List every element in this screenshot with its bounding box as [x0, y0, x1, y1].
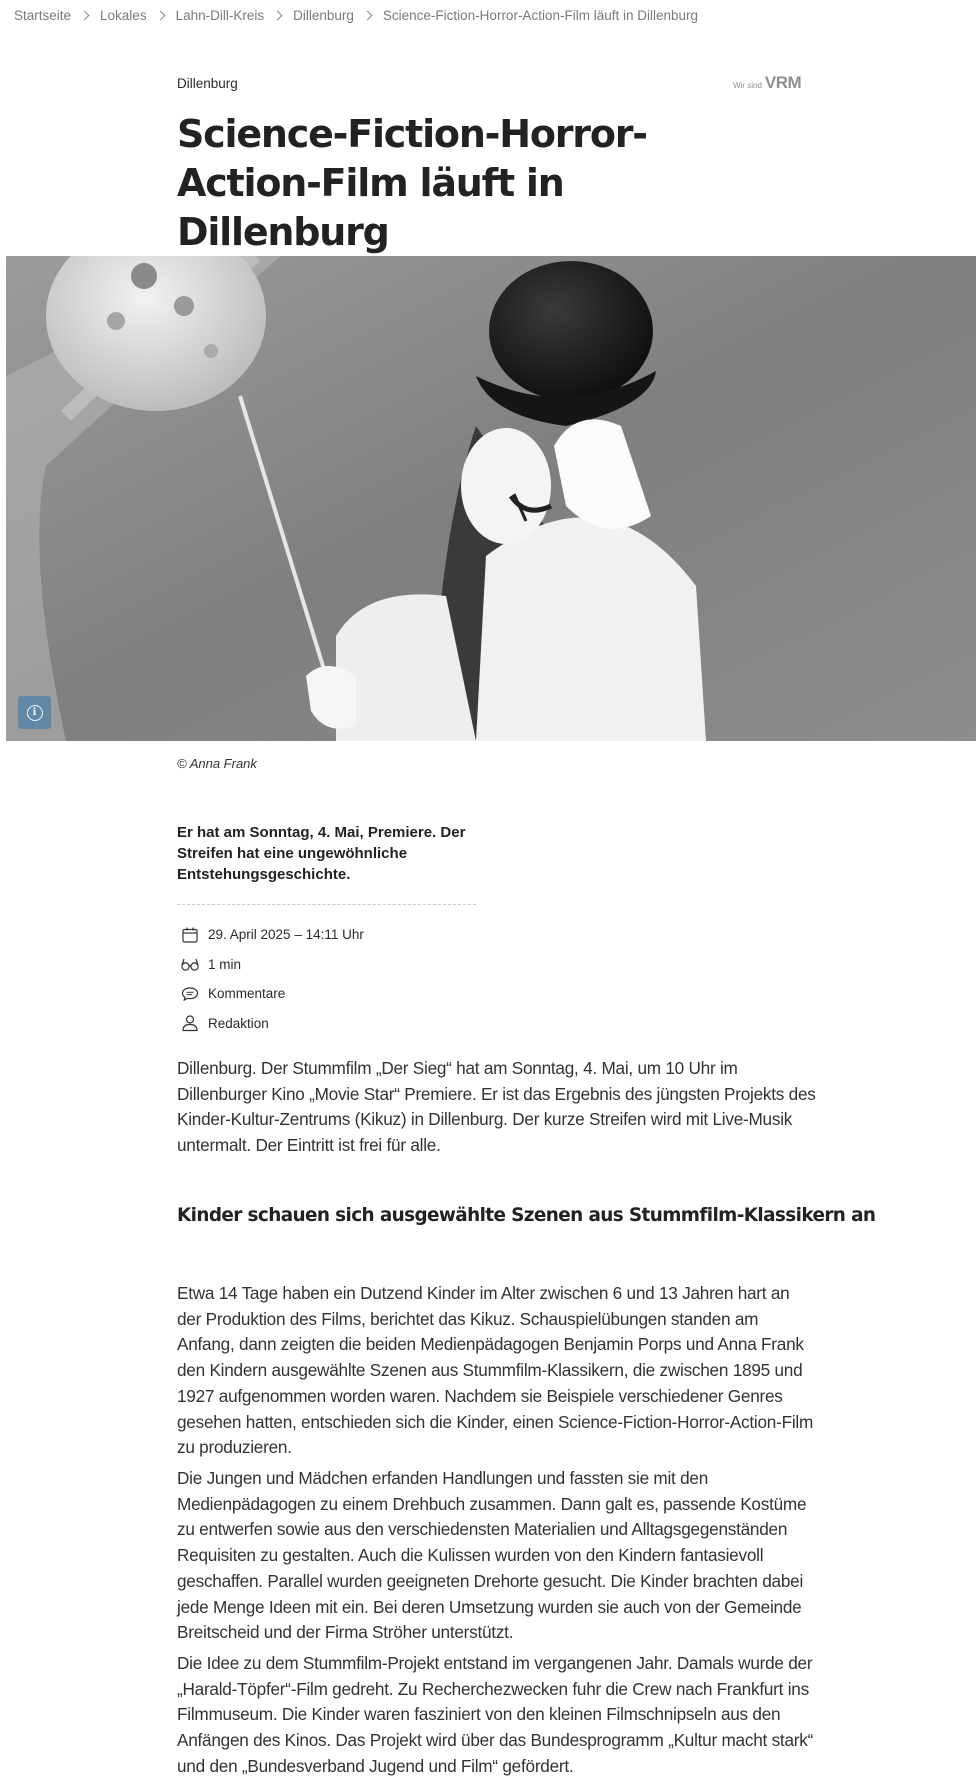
- article-paragraph: Die Idee zu dem Stummfilm-Projekt entstand im vergangenen Jahr. Damals wurde der „Harald-Töpfer“-Film gedreht. Zu Recherchezwecken fuhr die Crew nach Frankfurt ins Filmmuseum. Die Kinder waren fasziniert von den kleinen Filmschnipseln aus den Anfängen des Kinos. Das Projekt wird über das Bundesprogramm „Kultur macht stark“ und den „Bundesverband Jugend und Film“ gefördert.: [177, 1653, 814, 1776]
- meta-read-time: [180, 950, 364, 980]
- glasses-icon: [180, 954, 200, 974]
- breadcrumb-current: Science-Fiction-Horror-Action-Film läuft in Dillenburg: [382, 7, 699, 23]
- breadcrumb-lokales[interactable]: Lokales: [100, 7, 147, 23]
- meta-read-time-text: 1 min: [208, 956, 242, 972]
- image-info-button[interactable]: [18, 696, 51, 729]
- breadcrumb-home[interactable]: Startseite: [14, 7, 72, 23]
- article-paragraph: Die Jungen und Mädchen erfanden Handlungen und fassten sie mit den Medienpädagogen zu einem Drehbuch zusammen. Dann galt es, passende Kostüme zu entwerfen sowie aus den verschiedensten Materialien und Alltagsgegenständen Requisiten zu gestalten. Auch die Kulissen wurden von den Kindern fantasievoll geschaffen. Parallel wurden geeigneten Drehorte gesucht. Die Kinder brachten dabei jede Menge Ideen mit ein. Bei deren Umsetzung wurden sie auch von der Gemeinde Breitscheid und der Firma Ströher unterstützt.: [177, 1468, 807, 1643]
- meta-comments[interactable]: [180, 979, 364, 1009]
- vrm-logo[interactable]: [733, 73, 801, 93]
- meta-date-text: 29. April 2025 – 14:11 Uhr: [208, 927, 364, 943]
- breadcrumb: [14, 6, 698, 24]
- article-meta: [180, 920, 364, 1038]
- meta-author: [180, 1009, 364, 1039]
- speech-bubble-icon: [180, 984, 200, 1004]
- chevron-right-icon: [155, 10, 165, 20]
- info-icon: i: [27, 705, 43, 721]
- article-title: Science-Fiction-Horror-Action-Film läuft in Dillenburg: [177, 112, 647, 254]
- article-paragraph: Dillenburg. Der Stummfilm „Der Sieg“ hat am Sonntag, 4. Mai, um 10 Uhr im Dillenburger Kino „Movie Star“ Premiere. Er ist das Ergebnis des jüngsten Projekts des Kinder-Kultur-Zentrums (Kikuz) in Dillenburg. Der kurze Streifen wird mit Live-Musik untermalt. Der Eintritt ist frei für alle.: [177, 1058, 816, 1156]
- meta-author-text: Redaktion: [208, 1015, 269, 1031]
- calendar-icon: [180, 925, 200, 945]
- chevron-right-icon: [80, 10, 90, 20]
- vrm-logo-big: VRM: [764, 73, 802, 92]
- meta-comments-text[interactable]: Kommentare: [208, 986, 286, 1002]
- article-paragraph: Etwa 14 Tage haben ein Dutzend Kinder im Alter zwischen 6 und 13 Jahren hart an der Produktion des Films, berichtet das Kikuz. Schauspielübungen standen am Anfang, dann zeigten die beiden Medienpädagogen Benjamin Porps und Anna Frank den Kindern ausgewählte Szenen aus Stummfilm-Klassikern, die zwischen 1895 und 1927 aufgenommen worden waren. Nachdem sie Beispiele verschiedener Genres gesehen hatten, entschieden sich die Kinder, einen Science-Fiction-Horror-Action-Film zu produzieren.: [177, 1283, 814, 1458]
- meta-date: [180, 920, 364, 950]
- article-subheading: Kinder schauen sich ausgewählte Szenen aus Stummfilm-Klassikern an: [177, 1205, 876, 1226]
- hero-photo: [6, 256, 976, 741]
- article-lead: Er hat am Sonntag, 4. Mai, Premiere. Der Streifen hat eine ungewöhnliche Entstehungsgeschichte.: [177, 824, 466, 883]
- image-credit: © Anna Frank: [177, 756, 257, 771]
- article-kicker: Dillenburg: [177, 76, 238, 91]
- vrm-logo-small: Wir sind: [733, 81, 762, 90]
- divider: [177, 904, 476, 905]
- chevron-right-icon: [362, 10, 372, 20]
- hero-image: [6, 256, 976, 741]
- person-icon: [180, 1013, 200, 1033]
- chevron-right-icon: [273, 10, 283, 20]
- breadcrumb-lahn-dill-kreis[interactable]: Lahn-Dill-Kreis: [175, 7, 265, 23]
- breadcrumb-dillenburg[interactable]: Dillenburg: [293, 7, 354, 23]
